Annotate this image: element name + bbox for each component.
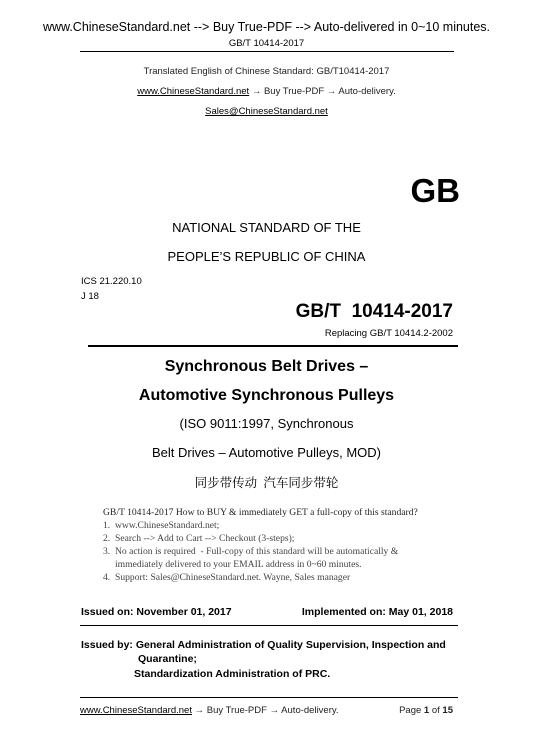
issuer-line2: Quarantine; bbox=[138, 653, 197, 665]
howto-item: immediately delivered to your EMAIL address in 0~60 minutes. bbox=[103, 559, 362, 570]
issuer-line1: Issued by: General Administration of Quality Supervision, Inspection and bbox=[81, 639, 446, 651]
title-line2: Automotive Synchronous Pulleys bbox=[138, 387, 395, 404]
howto-item: 1. www.ChineseStandard.net; bbox=[103, 520, 220, 531]
header-banner-text: www.ChineseStandard.net --> Buy True-PDF --> Auto-delivered in 0~10 minutes. bbox=[42, 20, 491, 34]
howto-item: 4. Support: Sales@ChineseStandard.net. Wayne, Sales manager bbox=[103, 572, 351, 583]
implemented-date: Implemented on: May 01, 2018 bbox=[301, 606, 453, 618]
header-rule bbox=[80, 51, 454, 52]
national-standard-line2: PEOPLE’S REPUBLIC OF CHINA bbox=[167, 249, 366, 264]
dates-rule bbox=[80, 625, 458, 626]
chinese-title: 同步带传动 汽车同步带轮 bbox=[194, 476, 339, 490]
gb-logo: GB bbox=[410, 172, 460, 209]
howto-item: 2. Search --> Add to Cart --> Checkout (3-steps); bbox=[103, 533, 295, 544]
title-rule bbox=[88, 345, 458, 347]
email-line bbox=[0, 106, 533, 117]
page-number: Page 1 of 15 bbox=[399, 705, 453, 716]
intro-link-line: www.ChineseStandard.net → Buy True-PDF → Auto-delivery. bbox=[137, 86, 396, 97]
footer-rule bbox=[80, 697, 458, 698]
subtitle-line1: (ISO 9011:1997, Synchronous bbox=[179, 416, 354, 431]
howto-box bbox=[103, 506, 463, 584]
current-page: 1 bbox=[423, 705, 430, 716]
ccs-code: J 18 bbox=[81, 291, 99, 302]
howto-item: 3. No action is required - Full-copy of this standard will be automatically & bbox=[103, 546, 399, 557]
replacing-note: Replacing GB/T 10414.2-2002 bbox=[324, 328, 453, 339]
chinesestandard-link[interactable]: www.ChineseStandard.net bbox=[137, 86, 250, 97]
header-doc-code: GB/T 10414-2017 bbox=[228, 38, 305, 49]
header-banner bbox=[0, 20, 533, 34]
ics-code: ICS 21.220.10 bbox=[81, 276, 142, 287]
footer-link-line: www.ChineseStandard.net → Buy True-PDF → Auto-delivery. bbox=[80, 705, 339, 716]
translated-line: Translated English of Chinese Standard: GB/T10414-2017 bbox=[143, 66, 390, 77]
total-pages: 15 bbox=[442, 705, 453, 716]
howto-heading: GB/T 10414-2017 How to BUY & immediately GET a full-copy of this standard? bbox=[103, 507, 418, 518]
standard-number: GB/T 10414-2017 bbox=[295, 301, 453, 322]
footer-chinesestandard-link[interactable]: www.ChineseStandard.net bbox=[80, 705, 192, 716]
title-line1: Synchronous Belt Drives – bbox=[164, 358, 369, 375]
subtitle-line2: Belt Drives – Automotive Pulleys, MOD) bbox=[151, 445, 382, 460]
national-standard-line1: NATIONAL STANDARD OF THE bbox=[172, 220, 361, 235]
sales-email-link[interactable]: Sales@ChineseStandard.net bbox=[205, 106, 328, 117]
issuer-line3: Standardization Administration of PRC. bbox=[134, 668, 331, 680]
issued-date: Issued on: November 01, 2017 bbox=[81, 606, 232, 618]
